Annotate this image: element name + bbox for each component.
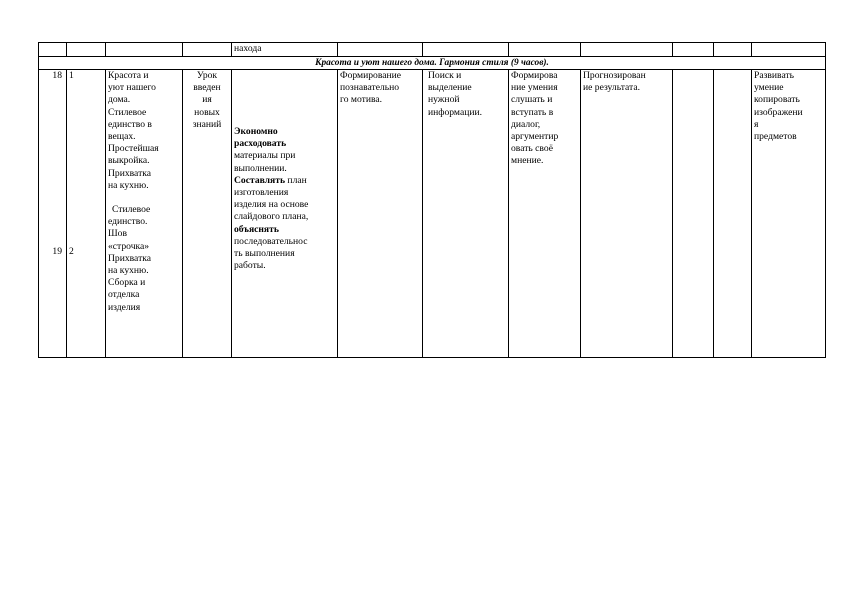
topic-line: «строчка»: [108, 240, 150, 252]
table-cell: [39, 43, 67, 57]
top-row-cell-text: находа: [232, 43, 338, 57]
lesson-type-cell: [183, 70, 232, 358]
communicative-line: овать своё: [511, 143, 553, 155]
table-cell: [752, 43, 826, 57]
regulative-line: Прогнозирован: [583, 70, 646, 81]
topic-line: Прихватка: [108, 252, 152, 264]
communicative-line: аргументир: [511, 131, 559, 143]
table-cell: [673, 70, 714, 358]
communicative-line: мнение.: [511, 155, 544, 167]
cognitive-line: информации.: [428, 106, 482, 118]
table-cell: [338, 43, 423, 57]
activity-line: ть выполнения: [234, 248, 295, 260]
section-title: Красота и уют нашего дома. Гармония стиля (9 часов).: [39, 57, 826, 70]
lesson-number-cell: [39, 70, 67, 358]
regulative-line: ие результата.: [583, 82, 641, 94]
topic-line: на кухню.: [108, 179, 149, 191]
communicative-line: слушать и: [511, 94, 553, 106]
lesson-type-line: Урок: [196, 70, 218, 81]
cognitive-results-cell: [423, 70, 509, 358]
skills-line: Развивать: [754, 70, 795, 81]
topic-line: отделка: [108, 289, 140, 301]
activity-line: последовательнос: [234, 235, 308, 247]
table-cell: [67, 43, 106, 57]
activities-cell: [232, 70, 338, 358]
lesson-number: 18: [52, 70, 62, 81]
activity-line: работы.: [234, 260, 266, 272]
cognitive-line: выделение: [428, 82, 472, 94]
lesson-plan-table: [38, 42, 826, 358]
topic-line: изделия: [108, 301, 141, 313]
topic-line: вещах.: [108, 131, 136, 143]
activity-line: изготовления: [234, 187, 289, 199]
lesson-index-cell: [67, 70, 106, 358]
lesson-type-line: новых: [194, 106, 220, 118]
lesson-index: 2: [69, 246, 74, 257]
skills-line: копировать: [754, 94, 800, 106]
lesson-type-line: ия: [202, 94, 212, 106]
table-cell: [423, 43, 509, 57]
table-row-top: [39, 43, 826, 57]
lesson-topic-cell: [106, 70, 183, 358]
skills-cell: [752, 70, 826, 358]
lesson-number: 19: [52, 246, 62, 257]
communicative-line: ние умения: [511, 82, 558, 94]
personal-line: познавательно: [340, 82, 400, 94]
activity-line: объяснять: [234, 223, 279, 235]
lesson-index: 1: [69, 70, 74, 81]
table-cell: [581, 43, 673, 57]
cognitive-line: нужной: [428, 94, 460, 106]
activity-line: материалы при: [234, 150, 296, 162]
spacer: [234, 114, 335, 126]
topic-line: Стилевое: [112, 204, 151, 216]
topic-line: Сборка и: [108, 277, 146, 289]
topic-line: на кухню.: [108, 265, 149, 277]
table-cell: [673, 43, 714, 57]
topic-line: Прихватка: [108, 167, 152, 179]
table-cell: [509, 43, 581, 57]
topic-line: дома.: [108, 94, 131, 106]
topic-line: Красота и: [108, 70, 149, 81]
activity-line: расходовать: [234, 138, 287, 150]
activity-word: план: [285, 174, 307, 186]
skills-line: изображени: [754, 106, 803, 118]
table-cell: [106, 43, 183, 57]
table-cell: [183, 43, 232, 57]
table-row-lessons: [39, 70, 826, 358]
topic-line: Простейшая: [108, 143, 159, 155]
topic-line: единство в: [108, 118, 152, 130]
activity-line: Экономно: [234, 126, 278, 137]
skills-line: я: [754, 118, 759, 130]
topic-line: Шов: [108, 228, 128, 240]
communicative-line: вступать в: [511, 106, 554, 118]
personal-results-cell: [338, 70, 423, 358]
spacer: [108, 192, 180, 204]
lesson-type-line: знаний: [192, 118, 222, 130]
table-row-section: [39, 57, 826, 70]
activity-line: выполнении.: [234, 162, 287, 174]
lesson-type-line: введен: [193, 82, 221, 94]
topic-line: выкройка.: [108, 155, 150, 167]
communicative-line: диалог,: [511, 118, 541, 130]
skills-line: предметов: [754, 131, 797, 143]
topic-line: уют нашего: [108, 82, 156, 94]
communicative-results-cell: [509, 70, 581, 358]
activity-line: [234, 175, 335, 187]
personal-line: Формирование: [340, 70, 402, 81]
communicative-line: Формирова: [511, 70, 558, 81]
activity-line: слайдового плана,: [234, 211, 309, 223]
spacer: [234, 70, 335, 114]
personal-line: го мотива.: [340, 94, 383, 106]
regulative-results-cell: [581, 70, 673, 358]
activity-line: изделия на основе: [234, 199, 309, 211]
table-cell: [714, 43, 752, 57]
skills-line: умение: [754, 82, 784, 94]
topic-line: Стилевое: [108, 106, 147, 118]
table-cell: [714, 70, 752, 358]
activity-verb: Составлять: [234, 174, 286, 186]
topic-line: единство.: [108, 216, 148, 228]
cognitive-line: Поиск и: [428, 70, 462, 81]
